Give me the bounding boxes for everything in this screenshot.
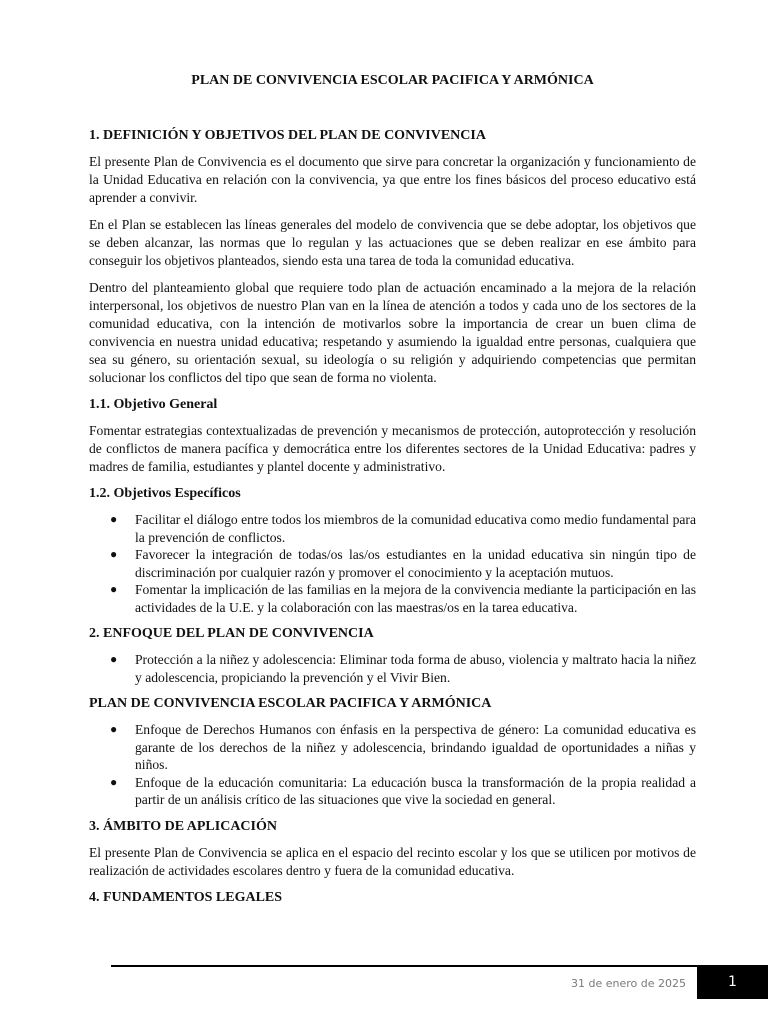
paragraph: El presente Plan de Convivencia se aplica en el espacio del recinto escolar y los que se utilicen por motivos de realización de actividades escolares dentro y fuera de la comunidad educativa. [89, 844, 696, 878]
bullet-icon: ● [110, 582, 118, 596]
subsection-heading: 1.2. Objetivos Específicos [89, 486, 241, 501]
list-item-text: Enfoque de la educación comunitaria: La educación busca la transformación de la propia realidad a partir de un análisis crítico de las situaciones que vive la sociedad en general. [135, 774, 696, 807]
bullet-list [89, 651, 696, 686]
bullet-icon: ● [110, 652, 118, 666]
bullet-icon: ● [110, 722, 118, 736]
bullet-icon: ● [110, 512, 118, 526]
list-item-text: Favorecer la integración de todas/os las/os estudiantes en la unidad educativa sin ningún tipo de discriminación por cualquier razón y promover el conocimiento y la aceptación mutuos. [135, 547, 696, 580]
list-item-text: Fomentar la implicación de las familias en la mejora de la convivencia mediante la participación en las actividades de la U.E. y la colaboración con las maestras/os en la tarea educativa. [135, 582, 696, 615]
bullet-list [89, 721, 696, 809]
list-item [89, 511, 696, 546]
section-heading: 3. ÁMBITO DE APLICACIÓN [89, 818, 277, 834]
page-number: 1 [697, 965, 768, 999]
list-item [89, 651, 696, 686]
list-item-text: Enfoque de Derechos Humanos con énfasis en la perspectiva de género: La comunidad educativa es garante de los derechos de la niñez y adolescencia, brindando igualdad de oportunidades a niñas y niños. [135, 722, 696, 772]
list-item [89, 546, 696, 581]
list-item-text: Facilitar el diálogo entre todos los miembros de la comunidad educativa como medio fundamental para la prevención de conflictos. [135, 512, 696, 545]
bullet-icon: ● [110, 547, 118, 561]
list-item-text: Protección a la niñez y adolescencia: Eliminar toda forma de abuso, violencia y maltrato hacia la niñez y adolescencia, propiciando la prevención y el Vivir Bien. [135, 652, 696, 685]
section-heading: 2. ENFOQUE DEL PLAN DE CONVIVENCIA [89, 626, 374, 641]
list-item [89, 721, 696, 774]
list-item [89, 581, 696, 616]
subsection-heading: 1.1. Objetivo General [89, 397, 218, 412]
footer-divider [111, 965, 697, 967]
paragraph: Dentro del planteamiento global que requiere todo plan de actuación encaminado a la mejora de la relación interpersonal, los objetivos de nuestro Plan van en la línea de atención a todos y cada uno de los sectores de la comunidad educativa, con la intención de motivarlos sobre la importancia de crear un buen clima de convivencia en nuestra unidad educativa; respetando y asumiendo la igualdad entre personas, cualquiera que sea su género, su orientación sexual, su ideología o su religión y adquiriendo competencias que permitan solucionar los conflictos del tipo que sean de forma no violenta. [89, 280, 696, 385]
section-heading: 4. FUNDAMENTOS LEGALES [89, 889, 283, 905]
paragraph: Fomentar estrategias contextualizadas de prevención y mecanismos de protección, autoprotección y resolución de conflictos de manera pacífica y democrática entre los diferentes sectores de la Unidad Educativa: padres y madres de familia, estudiantes y plantel docente y administrativo. [89, 423, 696, 474]
bullet-icon: ● [110, 774, 118, 789]
bullet-list [89, 511, 696, 616]
paragraph: En el Plan se establecen las líneas generales del modelo de convivencia que se debe adoptar, los objetivos que se deben alcanzar, las normas que lo regulan y las actuaciones que se deben realizar en ese ámbito para conseguir los objetivos planteados, siendo esta una tarea de toda la comunidad educativa. [89, 217, 696, 268]
list-item [89, 774, 696, 809]
document-title: PLAN DE CONVIVENCIA ESCOLAR PACIFICA Y ARMÓNICA [191, 73, 594, 88]
section-heading: PLAN DE CONVIVENCIA ESCOLAR PACIFICA Y ARMÓNICA [89, 696, 492, 711]
section-heading: 1. DEFINICIÓN Y OBJETIVOS DEL PLAN DE CONVIVENCIA [89, 128, 486, 143]
document-body [89, 127, 696, 915]
footer-date: 31 de enero de 2025 [571, 977, 686, 990]
paragraph: El presente Plan de Convivencia es el documento que sirve para concretar la organización y funcionamiento de la Unidad Educativa en relación con la convivencia, ya que entre los fines básicos del proceso educativo está aprender a convivir. [89, 154, 696, 205]
